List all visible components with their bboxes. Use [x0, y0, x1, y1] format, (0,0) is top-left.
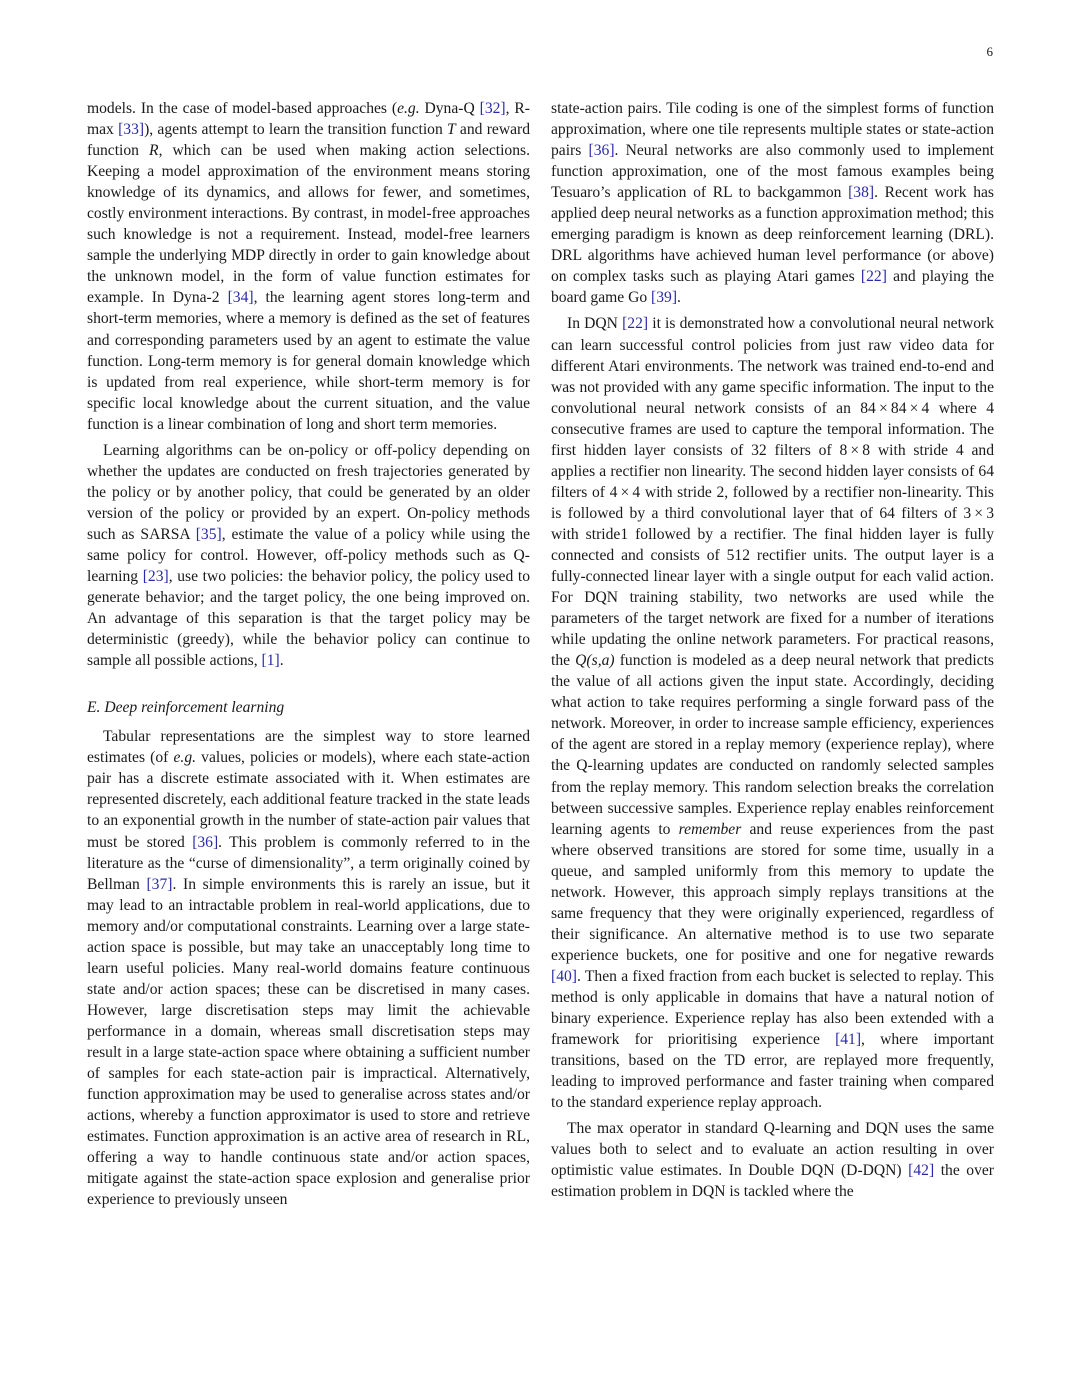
citation-link[interactable]: [37] — [146, 875, 173, 893]
math-symbol: R — [149, 142, 159, 160]
citation-link[interactable]: [23] — [142, 568, 169, 586]
citation-link[interactable]: [32] — [479, 100, 506, 117]
left-column — [87, 98, 530, 1210]
citation-link[interactable]: [36] — [192, 833, 219, 851]
citation-link[interactable]: [22] — [860, 268, 887, 286]
citation-link[interactable]: [33] — [118, 121, 145, 139]
emphasis: remember — [678, 820, 742, 838]
math-expression: Q(s,a) — [575, 652, 615, 670]
citation-link[interactable]: [36] — [588, 142, 615, 160]
citation-link[interactable]: [40] — [551, 967, 577, 985]
paragraph-tabular: Tabular representations are the simplest way to store learned estimates (of e.g. values, policies or models), where each state-action pair has a discrete estimate associated with it. When estimates are represented discretely, each additional feature tracked in the state leads to an exponential growth in the number of state-action pair values that must be stored [36]. This problem is commonly referred to in the literature as the “curse of dimensionality”, a term originally coined by Bellman [37]. In simple environments this is rarely an issue, but it may lead to an intractable problem in real-world applications, due to memory and/or computational constraints. Learning over a large state-action space is possible, but may take an unacceptably long time to learn useful policies. Many real-world domains feature continuous state and/or action spaces; these can be discretised in many cases. However, large discretisation steps may limit the achievable performance in a domain, whereas small discretisation steps may result in a large state-action space where obtaining a sufficient number of samples for each state-action pair is impractical. Alternatively, function approximation may be used to generalise across states and/or actions, whereby a function approximator is used to store and retrieve estimates. Function approximation is an active area of research in RL, offering a way to handle continuous state and/or action spaces, mitigate against the state-action space explosion and generalise prior experience to previously unseen — [87, 728, 530, 1209]
citation-link[interactable]: [1] — [261, 652, 280, 670]
math-symbol: T — [447, 121, 456, 139]
citation-link[interactable]: [39] — [651, 289, 678, 307]
citation-link[interactable]: [34] — [227, 289, 254, 307]
paragraph-dqn: In DQN [22] it is demonstrated how a convolutional neural network can learn successful control policies from just raw video data for different Atari environments. The network was trained end-to-end and was not provided with any game specific information. The input to the convolutional neural network consists of an 84 × 84 × 4 where 4 consecutive frames are used to capture the temporal information. The first hidden layer consists of 32 filters of 8 × 8 with stride 4 and applies a rectifier non linearity. The second hidden layer consists of 64 filters of 4 × 4 with stride 2, followed by a rectifier non-linearity. This is followed by a third convolutional layer that of 64 filters of 3 × 3 with stride1 followed by a rectifier. The final hidden layer is fully connected and consists of 512 rectifier units. The output layer is a fully-connected linear layer with a single output for each valid action. For DQN training stability, two networks are used while the parameters of the target network are fixed for a number of iterations while updating the online network parameters. For practical reasons, the Q(s,a) function is modeled as a deep neural network that predicts the value of all actions given the input state. Accordingly, deciding what action to take requires performing a single forward pass of the network. Moreover, in order to increase sample efficiency, experiences of the agent are stored in a replay memory (experience replay), where the Q-learning updates are conducted on randomly selected samples from the replay memory. This random selection breaks the correlation between successive samples. Experience replay enables reinforcement learning agents to remember and reuse experiences from the past where observed transitions are stored for some time, usually in a queue, and sampled uniformly from this memory to update the network. However, this approach simply replays transitions at the same frequency that they were originally experienced, regardless of their significance. An alternative method is to use two separate experience buckets, one for positive and one for negative rewards [40]. Then a fixed fraction from each bucket is selected to replay. This method is only applicable in domains that have a natural notion of binary experience. Experience replay has also been extended with a framework for prioritising experience [41], where important transitions, based on the TD error, are replayed more frequently, leading to improved performance and faster training when compared to the standard experience replay approach. — [551, 315, 994, 1112]
paragraph-function-approximation: state-action pairs. Tile coding is one of the simplest forms of function approximation, where one tile represents multiple states or state-action pairs [36]. Neural networks are also commonly used to implement function approximation, one of the most famous examples being Tesuaro’s application of RL to backgammon [38]. Recent work has applied deep neural networks as a function approximation method; this emerging paradigm is known as deep reinforcement learning (DRL). DRL algorithms have achieved human level performance (or above) on complex tasks such as playing Atari games [22] and playing the board game Go [39]. — [551, 100, 995, 307]
citation-link[interactable]: [42] — [908, 1162, 935, 1180]
right-column — [551, 98, 994, 1202]
citation-link[interactable]: [41] — [835, 1031, 862, 1049]
section-heading: E. Deep reinforcement learning — [87, 699, 285, 717]
citation-link[interactable]: [35] — [195, 525, 222, 543]
paragraph-double-dqn: The max operator in standard Q-learning and DQN uses the same values both to select and to evaluate an action resulting in over optimistic value estimates. In Double DQN (D-DQN) [42] the over estimation problem in DQN is tackled where the — [551, 1120, 994, 1201]
paragraph-model-based: models. In the case of model-based approaches (e.g. Dyna-Q [32], R-max [33]), agents attempt to learn the transition function T and reward function R, which can be used when making action selections. Keeping a model approximation of the environment means storing knowledge of its dynamics, and allows for fewer, and sometimes, costly environment interactions. By contrast, in model-free approaches such knowledge is not a requirement. Instead, model-free learners sample the underlying MDP directly in order to gain knowledge about the unknown model, in the form of value function estimates for example. In Dyna-2 [34], the learning agent stores long-term and short-term memories, where a memory is defined as the set of features and corresponding parameters used by an agent to estimate the value function. Long-term memory is for general domain knowledge which is updated from real experience, while short-term memory is for specific local knowledge about the current situation, and the value function is a linear combination of long and short term memories. — [87, 100, 530, 433]
paragraph-on-off-policy: Learning algorithms can be on-policy or off-policy depending on whether the updates are conducted on fresh trajectories generated by the policy or by another policy, that could be generated by an older version of the policy or provided by an expert. On-policy methods such as SARSA [35], estimate the value of a policy while using the same policy for control. However, off-policy methods such as Q-learning [23], use two policies: the behavior policy, the policy used to generate behavior; and the target policy, the one being improved on. An advantage of this separation is that the target policy may be deterministic (greedy), while the behavior policy can continue to sample all possible actions, [1]. — [87, 441, 530, 670]
citation-link[interactable]: [22] — [622, 315, 649, 333]
page-number: 6 — [986, 44, 993, 59]
citation-link[interactable]: [38] — [848, 184, 875, 202]
